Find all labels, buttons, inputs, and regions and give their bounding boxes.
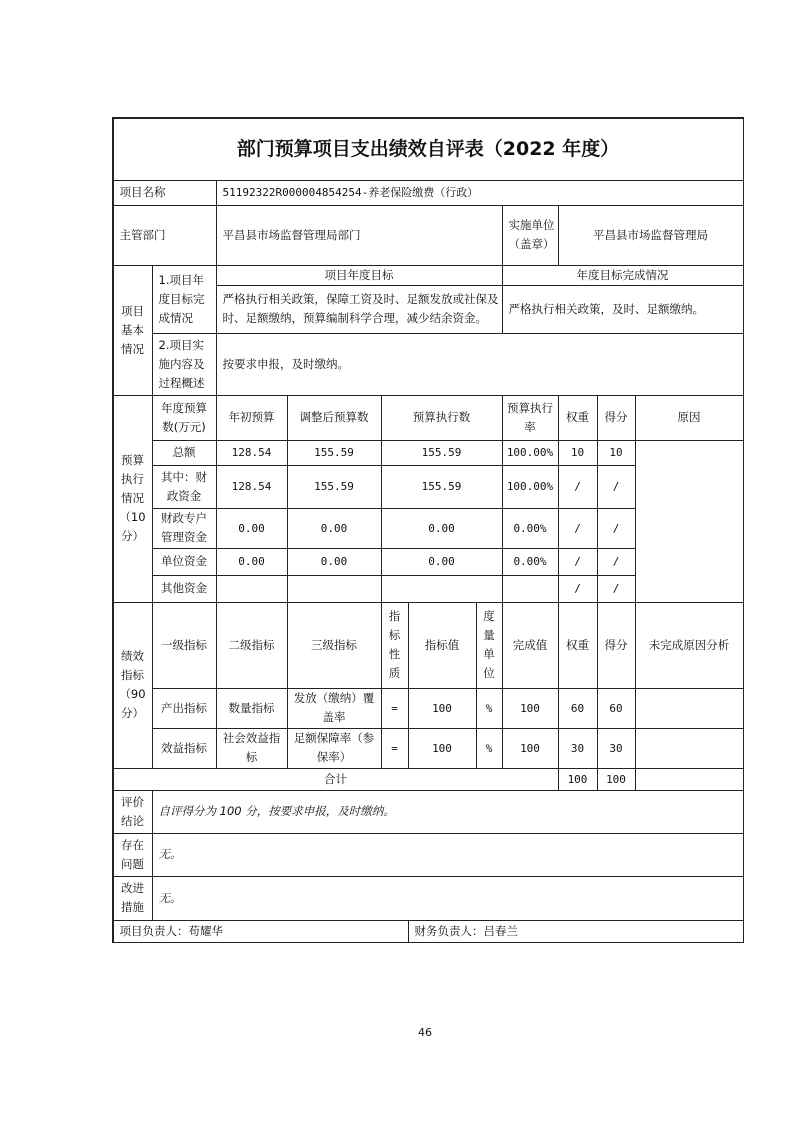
budget-cell-text: /: [612, 521, 620, 535]
performance-header: [597, 602, 636, 689]
budget-header-text: 调整后预算数: [299, 410, 369, 424]
performance-cell: [597, 688, 636, 729]
measures-label-text: 改进措施: [121, 881, 144, 914]
budget-cell: [597, 508, 636, 549]
performance-cell: [558, 728, 598, 769]
budget-cell-text: 其中：财政资金: [161, 469, 207, 503]
performance-cell: [381, 728, 409, 769]
performance-cell: [152, 728, 217, 769]
budget-header: [558, 395, 598, 441]
budget-cell-text: 财政专户管理资金: [161, 511, 207, 544]
measures-text: [152, 876, 744, 921]
budget-cell: [597, 465, 636, 509]
performance-header: [502, 602, 559, 689]
project-lead-text: 项目负责人：苟耀华: [119, 923, 223, 938]
total-weight: [558, 768, 598, 791]
performance-cell-text: =: [391, 741, 398, 755]
budget-header: [502, 395, 559, 441]
budget-cell-text: 155.59: [314, 446, 354, 459]
problems-label-text: 存在问题: [121, 837, 144, 871]
total-blank: [635, 768, 744, 791]
budget-cell: [152, 465, 217, 509]
budget-cell-text: 0.00: [428, 555, 455, 568]
budget-cell-text: 0.00: [428, 521, 455, 535]
budget-cell: [287, 508, 382, 549]
budget-cell: [287, 440, 382, 466]
performance-cell-text: 发放（缴纳）覆盖率: [293, 691, 375, 724]
performance-cell: [597, 728, 636, 769]
budget-header-text: 年初预算: [228, 410, 275, 424]
budget-cell-text: 128.54: [231, 480, 272, 493]
performance-header: [287, 602, 382, 689]
performance-cell-text: 100: [432, 741, 452, 755]
performance-header: [558, 602, 598, 689]
problems-label: [113, 833, 153, 877]
department-label: [113, 205, 217, 266]
performance-cell-text: 100: [432, 701, 452, 715]
budget-cell-text: 0.00%: [513, 521, 547, 535]
budget-cell: [216, 440, 288, 466]
budget-header: [381, 395, 503, 441]
total-label: [113, 768, 559, 791]
performance-cell-text: 数量指标: [228, 700, 275, 715]
budget-header: [152, 395, 217, 441]
performance-cell: [476, 728, 503, 769]
budget-reason-cell: [635, 440, 744, 603]
budget-cell: [502, 548, 559, 576]
performance-header-text: 指标性质: [388, 609, 401, 680]
budget-cell-text: /: [612, 555, 620, 568]
budget-cell-text: /: [574, 582, 581, 595]
budget-cell-text: /: [574, 480, 581, 493]
performance-cell: [635, 688, 744, 729]
budget-cell: [381, 575, 503, 603]
performance-cell: [502, 728, 559, 769]
performance-header-text: 得分: [604, 637, 628, 652]
budget-cell: [216, 465, 288, 509]
performance-cell: [476, 688, 503, 729]
budget-cell: [152, 440, 217, 466]
budget-cell-text: /: [574, 521, 581, 535]
finance-lead-text: 财务负责人：吕春兰: [414, 923, 518, 938]
total-score-text: 100: [606, 772, 626, 786]
budget-cell: [216, 575, 288, 603]
performance-header: [476, 602, 503, 689]
goal-header: [216, 265, 503, 286]
conclusion-text: [152, 790, 744, 834]
table-title-text: 部门预算项目支出绩效自评表（2022 年度）: [236, 137, 620, 160]
performance-cell: [216, 688, 288, 729]
page-number: 46: [418, 1026, 432, 1039]
goal-text-text: 严格执行相关政策，保障工资及时、足额发放或社保及时、足额缴纳，预算编制科学合理，减少结余资金。: [222, 292, 499, 325]
measures-text-text: 无。: [158, 890, 182, 905]
project-name-label: [113, 180, 217, 206]
budget-cell: [502, 508, 559, 549]
budget-cell: [287, 575, 382, 603]
budget-cell: [558, 465, 598, 509]
conclusion-text-text: 自评得分为 100 分，按要求申报，及时缴纳。: [158, 804, 395, 818]
performance-cell-text: 社会效益指标: [222, 731, 281, 764]
budget-label: [113, 395, 153, 603]
budget-header: [216, 395, 288, 441]
performance-cell-text: =: [391, 701, 398, 715]
budget-cell-text: 128.54: [231, 446, 272, 459]
budget-cell: [502, 440, 559, 466]
budget-cell-text: 10: [609, 446, 623, 459]
impl-text-text: 按要求申报，及时缴纳。: [222, 356, 349, 371]
budget-cell-text: 155.59: [421, 446, 462, 459]
performance-label-text: 绩效指标（90分）: [119, 649, 146, 720]
budget-cell-text: 0.00: [238, 555, 265, 568]
performance-cell-text: 60: [570, 701, 585, 715]
budget-header: [597, 395, 636, 441]
budget-cell: [152, 508, 217, 549]
performance-cell-text: 30: [609, 741, 623, 755]
budget-cell-text: /: [612, 480, 620, 493]
performance-cell-text: 足额保障率（参保率）: [293, 731, 375, 764]
budget-header-text: 权重: [566, 410, 589, 424]
department-value: [216, 205, 503, 266]
budget-cell: [502, 465, 559, 509]
impl-label-text: 2.项目实施内容及过程概述: [158, 337, 205, 390]
conclusion-label-text: 评价结论: [121, 794, 144, 828]
department-label-text: 主管部门: [119, 227, 166, 242]
budget-header: [635, 395, 744, 441]
performance-cell-text: 100: [520, 701, 540, 715]
budget-cell: [216, 548, 288, 576]
budget-header-text: 得分: [604, 410, 628, 424]
basic-info-label: [113, 265, 153, 396]
total-label-text: 合计: [324, 771, 347, 786]
budget-cell-text: /: [574, 555, 581, 568]
performance-cell: [408, 728, 477, 769]
budget-header-text: 预算执行数: [412, 410, 471, 424]
performance-header-text: 指标值: [424, 637, 460, 652]
performance-cell: [381, 688, 409, 729]
total-weight-text: 100: [567, 772, 588, 786]
measures-label: [113, 876, 153, 921]
budget-cell-text: 其他资金: [161, 581, 207, 595]
budget-cell-text: 总额: [172, 445, 196, 459]
budget-header-text: 年度预算数(万元): [161, 400, 207, 434]
budget-cell-text: 100.00%: [506, 480, 554, 493]
performance-header-text: 完成值: [512, 637, 548, 652]
goal-text: [216, 285, 503, 334]
conclusion-label: [113, 790, 153, 834]
budget-header-text: 预算执行率: [507, 400, 553, 434]
unit-value-text: 平昌县市场监督管理局: [593, 227, 708, 242]
budget-cell-text: 10: [570, 446, 585, 459]
total-score: [597, 768, 636, 791]
performance-header: [216, 602, 288, 689]
unit-value: [558, 205, 744, 266]
goal-label: [152, 265, 217, 334]
budget-cell: [381, 465, 503, 509]
performance-cell-text: %: [485, 741, 493, 755]
budget-cell: [597, 548, 636, 576]
budget-cell-text: 0.00: [238, 521, 265, 535]
performance-cell: [152, 688, 217, 729]
basic-info-label-text: 项目基本情况: [121, 303, 144, 356]
goal-label-text: 1.项目年度目标完成情况: [158, 272, 205, 325]
finance-lead: [408, 920, 744, 943]
project-name-value: [216, 180, 744, 206]
budget-cell-text: 0.00: [320, 555, 348, 568]
performance-header-text: 一级指标: [161, 637, 207, 652]
impl-text: [216, 333, 744, 396]
budget-header: [287, 395, 382, 441]
budget-cell: [152, 575, 217, 603]
performance-cell-text: 30: [570, 741, 585, 755]
performance-header-text: 未完成原因分析: [648, 637, 730, 652]
budget-cell: [381, 548, 503, 576]
budget-cell: [152, 548, 217, 576]
budget-cell: [287, 548, 382, 576]
budget-cell-text: 单位资金: [161, 554, 207, 568]
performance-header: [152, 602, 217, 689]
budget-cell: [502, 575, 559, 603]
unit-label: [502, 205, 559, 266]
performance-cell: [502, 688, 559, 729]
performance-header-text: 权重: [566, 637, 589, 652]
budget-cell-text: 0.00%: [513, 555, 547, 568]
table-title: [113, 118, 744, 181]
problems-text: [152, 833, 744, 877]
performance-cell: [287, 688, 382, 729]
budget-cell: [597, 440, 636, 466]
performance-cell-text: 60: [609, 701, 623, 715]
performance-cell: [287, 728, 382, 769]
performance-cell: [216, 728, 288, 769]
done-header-text: 年度目标完成情况: [576, 267, 669, 282]
performance-cell: [558, 688, 598, 729]
budget-cell: [216, 508, 288, 549]
performance-header: [408, 602, 477, 689]
budget-cell-text: 155.59: [421, 480, 462, 493]
performance-cell: [408, 688, 477, 729]
performance-label: [113, 602, 153, 769]
project-lead: [113, 920, 409, 943]
budget-cell: [558, 440, 598, 466]
budget-cell: [558, 575, 598, 603]
performance-header: [381, 602, 409, 689]
budget-label-text: 预算执行情况（10分）: [119, 453, 146, 543]
performance-cell-text: 100: [520, 741, 540, 755]
budget-cell: [597, 575, 636, 603]
performance-header-text: 三级指标: [311, 637, 357, 652]
performance-cell-text: %: [485, 701, 493, 715]
budget-cell: [558, 508, 598, 549]
budget-cell: [381, 440, 503, 466]
budget-cell-text: /: [612, 582, 620, 595]
department-value-text: 平昌县市场监督管理局部门: [222, 227, 361, 242]
budget-cell-text: 100.00%: [506, 446, 554, 459]
unit-label-text: 实施单位（盖章）: [508, 218, 555, 251]
project-name-label-text: 项目名称: [119, 185, 166, 199]
project-name-value-text: 51192322R000004854254-养老保险缴费（行政）: [222, 186, 479, 199]
problems-text-text: 无。: [158, 847, 182, 861]
done-header: [502, 265, 744, 286]
performance-header-text: 度量单位: [483, 609, 495, 680]
performance-cell: [635, 728, 744, 769]
done-text: [502, 285, 744, 334]
budget-header-text: 原因: [677, 410, 701, 424]
performance-cell-text: 产出指标: [161, 700, 207, 715]
impl-label: [152, 333, 217, 396]
budget-cell: [558, 548, 598, 576]
budget-cell: [381, 508, 503, 549]
performance-header-text: 二级指标: [228, 637, 275, 652]
performance-cell-text: 效益指标: [161, 740, 207, 755]
budget-cell-text: 0.00: [320, 521, 348, 535]
budget-cell: [287, 465, 382, 509]
performance-header: [635, 602, 744, 689]
budget-cell-text: 155.59: [314, 480, 354, 493]
done-text-text: 严格执行相关政策，及时、足额缴纳。: [508, 301, 704, 316]
goal-header-text: 项目年度目标: [324, 267, 394, 282]
